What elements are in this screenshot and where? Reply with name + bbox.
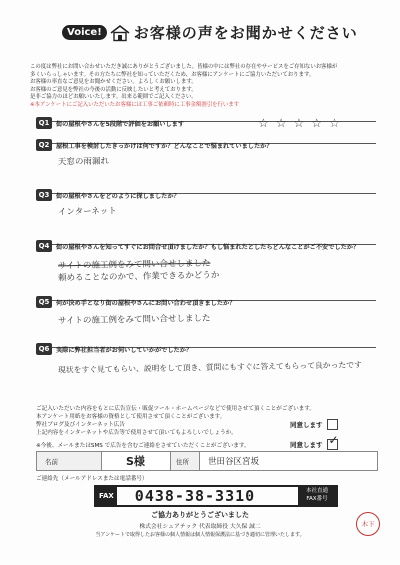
footer-thanks: ご協力ありがとうございました — [151, 511, 249, 519]
fax-label: FAX — [96, 487, 117, 505]
address-input[interactable]: 世田谷区宮坂 — [199, 451, 378, 471]
answer-2: 天窓の雨漏れ — [57, 156, 110, 168]
star-5[interactable]: ☆ — [329, 116, 340, 130]
house-icon — [109, 24, 131, 42]
question-5: Q5 何が決め手となり街の屋根やさんにお問い合わせ頂きましたか？ サイトの施工例をみて問い合せしました — [36, 300, 376, 341]
question-6: Q6 実際に弊社担当者がお伺いしていかがでしたか？ 現状をすぐ見てもらい、説明をして頂き、質問にもすぐに答えてもらって良かったです — [36, 347, 376, 398]
footer-company: 株式会社シェアテック 代表取締役 大久保 誠二 — [139, 524, 261, 530]
answer-3: インターネット — [57, 206, 117, 218]
answer-4: 頼めることなのかで、作業できるかどうか — [57, 270, 220, 284]
question-2: Q2 屋根工事を検討したきっかけは何ですか？どんなことで悩まれていましたか？ 天窓の雨漏れ — [36, 143, 376, 188]
star-4[interactable]: ☆ — [311, 116, 323, 130]
intro-notice: ※本アンケートにご記入いただいたお客様には工事ご依頼時に工事金額割引を行います — [30, 101, 240, 108]
intro-text: この度は弊社にお問い合わせいただき誠にありがとうございました。皆様の中には弊社の存在やサービスをご存知ないお客様が 多くいらっしゃいます。その方たちに弊社を知っていただくため、お客様にアンケートにご協力いただいております。 お客様の率直なご意見をお聞かせください。よろしくお願いします。 お客様のご意見を弊社の今後の活動に反映したいと考えております。 是非ご協力のほどお願いいたします。出来る範囲でご記入ください。 ※本アンケートにご記入いただいたお客様には工事ご依頼時に工事金額割引を行います — [30, 64, 375, 110]
star-1[interactable]: ☆ — [258, 116, 269, 130]
fax-bar — [94, 485, 338, 507]
fax-number: 0438-38-3310 — [134, 487, 256, 505]
footer-privacy: 当アンケートで取得したお客様の個人情報は個人情報保護法に基づき適切に管理いたします。 — [95, 532, 305, 538]
contact-field[interactable]: ご連絡先（メールアドレスまたは電話番号） — [36, 476, 148, 482]
agree-row-2: 同意します ✓ — [290, 433, 339, 449]
answer-4-struck: サイトの施工例をみて問い合せしました — [57, 258, 211, 272]
address-label-field: 住所 — [170, 451, 200, 471]
rating-stars — [258, 116, 340, 130]
fax-note: 本社直通 FAX番号 — [298, 487, 336, 505]
agree-checkbox-2[interactable] — [327, 433, 339, 450]
name-input[interactable]: S様 — [101, 451, 171, 471]
seal-stamp: 木下 — [356, 512, 380, 536]
agree-row-1: 同意します — [290, 419, 338, 430]
name-label-field: 名前 — [36, 451, 102, 471]
page-header — [62, 22, 358, 43]
star-2[interactable]: ☆ — [275, 116, 287, 130]
question-4: Q4 街の屋根やさんを知ってすぐにお問合せ頂けましたか？もし悩まれたとしたらどんなことがご不安でしたか？ サイトの施工例をみて問い合せしました 頼めることなのかで、作業できるかどうか — [36, 244, 376, 297]
question-1: Q1 街の屋根やさんを5段階で評価をお願いします ☆ ☆ ☆ ☆ ☆ — [36, 121, 376, 136]
check-mark-icon: ✓ — [328, 433, 339, 447]
consent-note-2: ※今後、メールまたはSMS で広告を含むご連絡をさせていただくことがございます。 — [36, 443, 250, 449]
page-title: お客様の声をお聞かせください — [133, 24, 358, 42]
answer-5: サイトの施工例をみて問い合せしました — [57, 313, 211, 327]
voice-badge: Voice! — [62, 25, 107, 40]
agree-checkbox-1[interactable] — [327, 419, 338, 430]
question-3: Q3 街の屋根やさんをどのように探しましたか？ インターネット — [36, 193, 376, 238]
answer-6: 現状をすぐ見てもらい、説明をして頂き、質問にもすぐに答えてもらって良かったです — [57, 360, 362, 375]
star-3[interactable]: ☆ — [293, 116, 305, 130]
consent-note-1: ご記入いただいた内容をもとに広告宣伝・販促ツール・ホームページなどで使用させて頂くことがございます。 本アンケート用紙をお客様の資格として使用させて頂くことがございます。 弊社ブログ及びインターネット広告 上記内容をインターネットや広告等で使用させて頂いてもよろしいでしょうか。 — [36, 406, 316, 436]
